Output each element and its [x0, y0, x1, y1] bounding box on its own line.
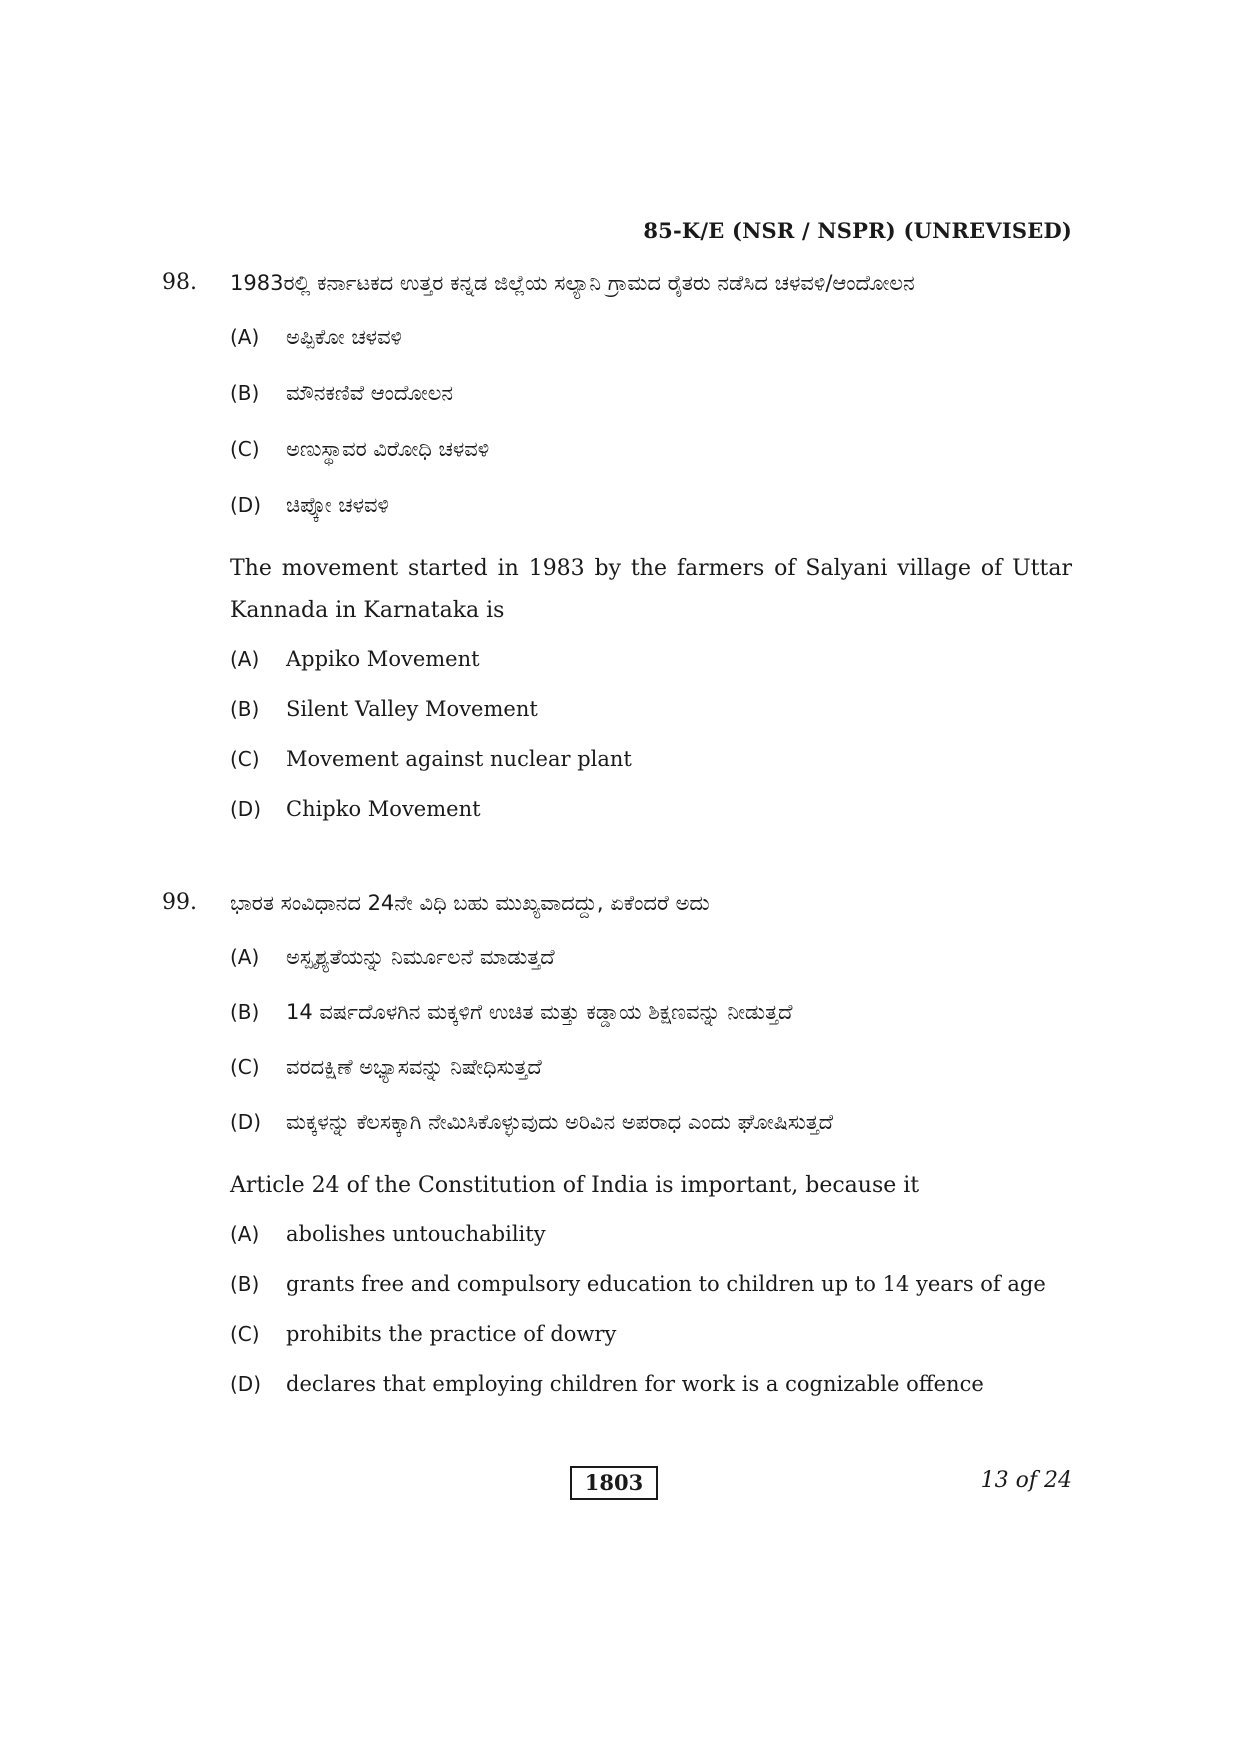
option-b-english	[230, 688, 1072, 730]
option-text: ಮಕ್ಕಳನ್ನು ಕೆಲಸಕ್ಕಾಗಿ ನೇಮಿಸಿಕೊಳ್ಳುವುದು ಅರಿವಿನ ಅಪರಾಧ ಎಂದು ಘೋಷಿಸುತ್ತದೆ	[286, 1110, 834, 1134]
option-a-kannada	[230, 316, 1072, 358]
option-label: (B)	[230, 381, 260, 405]
option-text: ಅಪ್ಪಿಕೋ ಚಳವಳಿ	[286, 325, 403, 349]
option-a-kannada	[230, 936, 1072, 978]
page-number: 13 of 24	[980, 1468, 1072, 1493]
option-label: (C)	[230, 1322, 260, 1346]
option-label: (B)	[230, 697, 260, 721]
option-label: (D)	[230, 797, 262, 821]
option-label: (C)	[230, 747, 260, 771]
option-text: Movement against nuclear plant	[286, 747, 632, 771]
option-label: (A)	[230, 325, 260, 349]
option-label: (C)	[230, 437, 260, 461]
option-c-kannada	[230, 428, 1072, 470]
option-text: 14 ವರ್ಷದೊಳಗಿನ ಮಕ್ಕಳಿಗೆ ಉಚಿತ ಮತ್ತು ಕಡ್ಡಾಯ ಶಿಕ್ಷಣವನ್ನು ನೀಡುತ್ತದೆ	[286, 1000, 793, 1024]
question-number: 98.	[162, 270, 197, 295]
question-number: 99.	[162, 890, 197, 915]
option-d-kannada	[230, 484, 1072, 526]
option-text: Appiko Movement	[286, 647, 480, 671]
option-text: Chipko Movement	[286, 797, 481, 821]
option-text: ಮೌನಕಣಿವೆ ಆಂದೋಲನ	[286, 381, 454, 405]
option-text: ಚಿಪ್ಕೋ ಚಳವಳಿ	[286, 493, 389, 517]
option-label: (D)	[230, 1372, 262, 1396]
question-stem-kannada: ಭಾರತ ಸಂವಿಧಾನದ 24ನೇ ವಿಧಿ ಬಹು ಮುಖ್ಯವಾದದ್ದು, ಏಕೆಂದರೆ ಅದು	[230, 891, 710, 915]
option-text: ಅಸ್ಪೃಶ್ಯತೆಯನ್ನು ನಿರ್ಮೂಲನೆ ಮಾಡುತ್ತದೆ	[286, 945, 555, 969]
option-label: (A)	[230, 945, 260, 969]
option-c-english	[230, 738, 1072, 780]
option-b-kannada	[230, 991, 1072, 1033]
option-c-english	[230, 1313, 1072, 1355]
option-text: ಅಣುಸ್ಥಾವರ ವಿರೋಧಿ ಚಳವಳಿ	[286, 437, 490, 461]
option-a-english	[230, 1213, 1072, 1255]
question-stem-kannada: 1983ರಲ್ಲಿ ಕರ್ನಾಟಕದ ಉತ್ತರ ಕನ್ನಡ ಜಿಲ್ಲೆಯ ಸಲ್ಯಾನಿ ಗ್ರಾಮದ ರೈತರು ನಡೆಸಿದ ಚಳವಳಿ/ಆಂದೋಲನ	[230, 271, 915, 295]
option-a-english	[230, 638, 1072, 680]
option-text: ವರದಕ್ಷಿಣೆ ಅಭ್ಯಾಸವನ್ನು ನಿಷೇಧಿಸುತ್ತದೆ	[286, 1055, 542, 1079]
question-stem-english: The movement started in 1983 by the farmers of Salyani village of Uttar Kannada in Karnataka is	[230, 556, 1072, 623]
option-c-kannada	[230, 1046, 1072, 1088]
question-98	[162, 262, 1072, 830]
option-text: grants free and compulsory education to children up to 14 years of age	[286, 1272, 1046, 1296]
option-d-english	[230, 788, 1072, 830]
question-stem-english: Article 24 of the Constitution of India is important, because it	[230, 1173, 920, 1198]
option-text: abolishes untouchability	[286, 1222, 546, 1246]
question-99	[162, 882, 1072, 1405]
option-d-kannada	[230, 1101, 1072, 1143]
option-d-english	[230, 1363, 1072, 1405]
option-b-kannada	[230, 372, 1072, 414]
booklet-code-box: 1803	[570, 1466, 658, 1500]
option-label: (B)	[230, 1272, 260, 1296]
option-label: (A)	[230, 647, 260, 671]
option-label: (C)	[230, 1055, 260, 1079]
option-label: (A)	[230, 1222, 260, 1246]
option-label: (D)	[230, 1110, 262, 1134]
option-label: (B)	[230, 1000, 260, 1024]
option-label: (D)	[230, 493, 262, 517]
option-b-english	[230, 1263, 1072, 1305]
option-text: declares that employing children for work is a cognizable offence	[286, 1372, 984, 1396]
option-text: Silent Valley Movement	[286, 697, 538, 721]
paper-code-header: 85-K/E (NSR / NSPR) (UNREVISED)	[643, 218, 1072, 243]
option-text: prohibits the practice of dowry	[286, 1322, 617, 1346]
